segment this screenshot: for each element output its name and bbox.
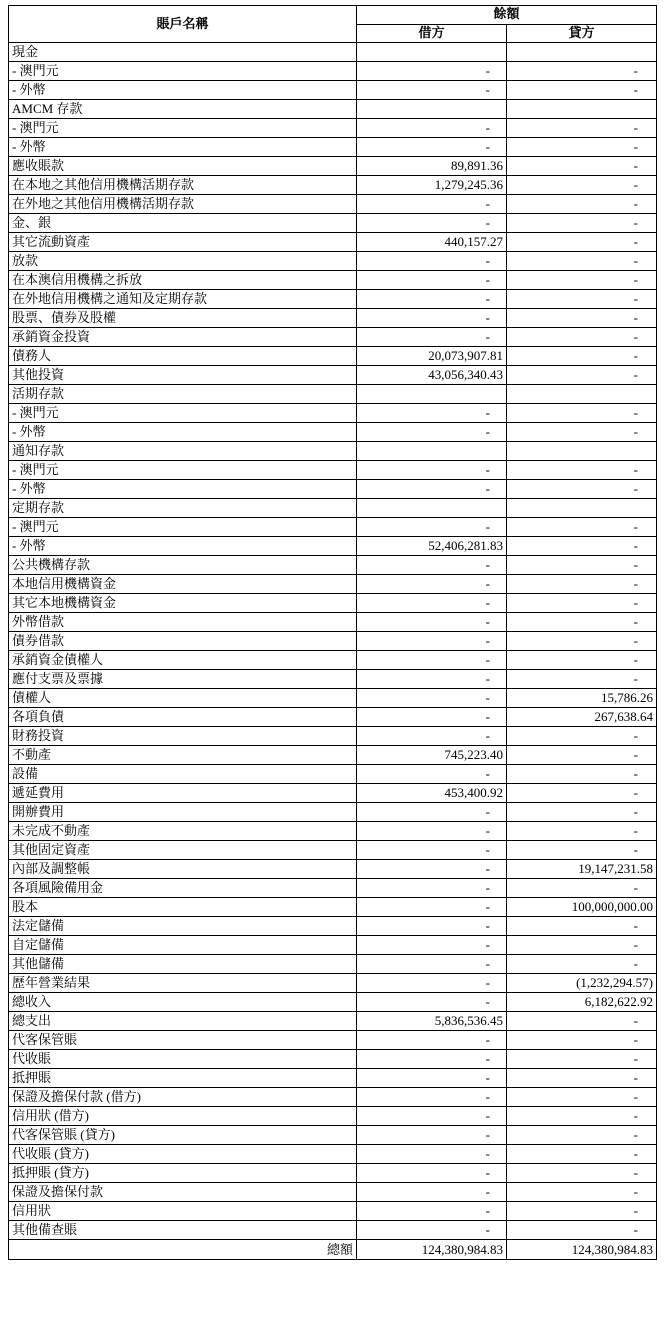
credit-cell: - bbox=[507, 423, 657, 442]
debit-cell: - bbox=[357, 1107, 507, 1126]
account-name-cell: 代客保管賬 bbox=[9, 1031, 357, 1050]
credit-cell: 19,147,231.58 bbox=[507, 860, 657, 879]
account-name-cell: 各項風險備用金 bbox=[9, 879, 357, 898]
account-name-cell: 其他儲備 bbox=[9, 955, 357, 974]
account-name-cell: 設備 bbox=[9, 765, 357, 784]
debit-cell: - bbox=[357, 119, 507, 138]
table-body bbox=[9, 43, 657, 1240]
account-name-cell: 不動產 bbox=[9, 746, 357, 765]
debit-cell: - bbox=[357, 917, 507, 936]
debit-cell: - bbox=[357, 309, 507, 328]
account-name-cell: 歷年營業結果 bbox=[9, 974, 357, 993]
debit-cell: - bbox=[357, 328, 507, 347]
account-name-cell: AMCM 存款 bbox=[9, 100, 357, 119]
credit-cell: - bbox=[507, 290, 657, 309]
table-row bbox=[9, 195, 657, 214]
table-row bbox=[9, 1050, 657, 1069]
balance-sheet bbox=[8, 5, 656, 1260]
table-row bbox=[9, 366, 657, 385]
credit-cell: (1,232,294.57) bbox=[507, 974, 657, 993]
debit-cell: - bbox=[357, 404, 507, 423]
credit-cell: - bbox=[507, 537, 657, 556]
table-row bbox=[9, 119, 657, 138]
debit-cell: - bbox=[357, 1145, 507, 1164]
credit-cell: - bbox=[507, 1202, 657, 1221]
credit-cell: - bbox=[507, 271, 657, 290]
account-name-cell: 本地信用機構資金 bbox=[9, 575, 357, 594]
table-row bbox=[9, 689, 657, 708]
account-name-cell: - 外幣 bbox=[9, 138, 357, 157]
credit-cell: - bbox=[507, 214, 657, 233]
credit-cell: - bbox=[507, 1050, 657, 1069]
credit-cell: - bbox=[507, 822, 657, 841]
credit-cell: 267,638.64 bbox=[507, 708, 657, 727]
credit-cell: - bbox=[507, 366, 657, 385]
credit-cell: 6,182,622.92 bbox=[507, 993, 657, 1012]
table-row bbox=[9, 822, 657, 841]
account-name-cell: 其他備查賬 bbox=[9, 1221, 357, 1240]
table-row bbox=[9, 1126, 657, 1145]
credit-cell: - bbox=[507, 879, 657, 898]
account-name-cell: 總支出 bbox=[9, 1012, 357, 1031]
table-row bbox=[9, 1221, 657, 1240]
account-name-cell: - 外幣 bbox=[9, 537, 357, 556]
table-row bbox=[9, 936, 657, 955]
table-row bbox=[9, 271, 657, 290]
debit-cell: - bbox=[357, 879, 507, 898]
table-row bbox=[9, 860, 657, 879]
credit-cell: - bbox=[507, 955, 657, 974]
table-row bbox=[9, 727, 657, 746]
account-name-cell: 放款 bbox=[9, 252, 357, 271]
debit-cell: - bbox=[357, 556, 507, 575]
table-row bbox=[9, 100, 657, 119]
credit-cell: - bbox=[507, 347, 657, 366]
credit-cell: - bbox=[507, 1164, 657, 1183]
debit-cell: 52,406,281.83 bbox=[357, 537, 507, 556]
credit-cell: - bbox=[507, 651, 657, 670]
credit-cell: - bbox=[507, 1145, 657, 1164]
debit-cell: - bbox=[357, 632, 507, 651]
credit-cell: - bbox=[507, 176, 657, 195]
table-row bbox=[9, 803, 657, 822]
account-name-cell: 各項負債 bbox=[9, 708, 357, 727]
table-row bbox=[9, 974, 657, 993]
debit-cell: - bbox=[357, 290, 507, 309]
debit-cell: - bbox=[357, 1164, 507, 1183]
trial-balance-table bbox=[8, 5, 657, 1260]
debit-cell: - bbox=[357, 480, 507, 499]
credit-cell: - bbox=[507, 252, 657, 271]
table-row bbox=[9, 1069, 657, 1088]
total-debit: 124,380,984.83 bbox=[357, 1240, 507, 1260]
debit-cell: - bbox=[357, 62, 507, 81]
debit-cell bbox=[357, 43, 507, 62]
account-name-cell: 在本澳信用機構之拆放 bbox=[9, 271, 357, 290]
table-row bbox=[9, 556, 657, 575]
credit-cell: - bbox=[507, 1069, 657, 1088]
table-row bbox=[9, 898, 657, 917]
table-row bbox=[9, 480, 657, 499]
account-name-cell: 債務人 bbox=[9, 347, 357, 366]
credit-cell: - bbox=[507, 328, 657, 347]
debit-cell: - bbox=[357, 271, 507, 290]
account-name-cell: 自定儲備 bbox=[9, 936, 357, 955]
credit-cell: 15,786.26 bbox=[507, 689, 657, 708]
debit-cell: - bbox=[357, 423, 507, 442]
debit-cell: - bbox=[357, 936, 507, 955]
total-credit: 124,380,984.83 bbox=[507, 1240, 657, 1260]
debit-cell: 453,400.92 bbox=[357, 784, 507, 803]
account-name-cell: - 外幣 bbox=[9, 423, 357, 442]
credit-cell: - bbox=[507, 803, 657, 822]
account-name-cell: 財務投資 bbox=[9, 727, 357, 746]
debit-cell: - bbox=[357, 613, 507, 632]
credit-cell: - bbox=[507, 841, 657, 860]
account-name-cell: 遞延費用 bbox=[9, 784, 357, 803]
table-row bbox=[9, 176, 657, 195]
debit-cell bbox=[357, 499, 507, 518]
credit-cell bbox=[507, 442, 657, 461]
table-row bbox=[9, 651, 657, 670]
debit-cell: - bbox=[357, 841, 507, 860]
debit-cell: - bbox=[357, 1126, 507, 1145]
debit-cell: 20,073,907.81 bbox=[357, 347, 507, 366]
table-row bbox=[9, 499, 657, 518]
credit-cell: - bbox=[507, 670, 657, 689]
debit-cell: 745,223.40 bbox=[357, 746, 507, 765]
table-row bbox=[9, 955, 657, 974]
credit-cell: - bbox=[507, 138, 657, 157]
credit-cell: - bbox=[507, 1088, 657, 1107]
account-name-cell: 應付支票及票據 bbox=[9, 670, 357, 689]
table-row bbox=[9, 575, 657, 594]
debit-cell: - bbox=[357, 651, 507, 670]
table-row bbox=[9, 594, 657, 613]
account-name-cell: 債券借款 bbox=[9, 632, 357, 651]
account-name-cell: 抵押賬 bbox=[9, 1069, 357, 1088]
credit-cell: - bbox=[507, 594, 657, 613]
debit-cell: - bbox=[357, 708, 507, 727]
table-row bbox=[9, 214, 657, 233]
table-row bbox=[9, 879, 657, 898]
credit-cell: - bbox=[507, 917, 657, 936]
account-name-cell: 在外地信用機構之通知及定期存款 bbox=[9, 290, 357, 309]
table-row bbox=[9, 1012, 657, 1031]
credit-cell: - bbox=[507, 1031, 657, 1050]
credit-cell: - bbox=[507, 936, 657, 955]
account-name-cell: 外幣借款 bbox=[9, 613, 357, 632]
debit-cell bbox=[357, 442, 507, 461]
table-row bbox=[9, 632, 657, 651]
debit-cell: 43,056,340.43 bbox=[357, 366, 507, 385]
debit-cell: - bbox=[357, 1088, 507, 1107]
credit-cell: - bbox=[507, 233, 657, 252]
debit-cell: - bbox=[357, 81, 507, 100]
account-name-cell: - 澳門元 bbox=[9, 461, 357, 480]
table-row bbox=[9, 43, 657, 62]
account-name-cell: 承銷資金投資 bbox=[9, 328, 357, 347]
credit-cell: - bbox=[507, 1126, 657, 1145]
debit-cell: - bbox=[357, 898, 507, 917]
debit-cell: - bbox=[357, 138, 507, 157]
account-name-cell: - 澳門元 bbox=[9, 518, 357, 537]
table-row bbox=[9, 708, 657, 727]
table-row bbox=[9, 252, 657, 271]
account-name-cell: - 外幣 bbox=[9, 81, 357, 100]
credit-cell: - bbox=[507, 81, 657, 100]
account-name-cell: 其它本地機構資金 bbox=[9, 594, 357, 613]
table-row bbox=[9, 537, 657, 556]
table-row bbox=[9, 1145, 657, 1164]
account-name-cell: 其它流動資產 bbox=[9, 233, 357, 252]
credit-cell: - bbox=[507, 727, 657, 746]
table-row bbox=[9, 423, 657, 442]
table-row bbox=[9, 1031, 657, 1050]
account-name-cell: 活期存款 bbox=[9, 385, 357, 404]
account-name-cell: 抵押賬 (貸方) bbox=[9, 1164, 357, 1183]
account-name-cell: - 外幣 bbox=[9, 480, 357, 499]
credit-cell bbox=[507, 43, 657, 62]
table-header bbox=[9, 6, 657, 43]
credit-cell: - bbox=[507, 746, 657, 765]
account-name-cell: 保證及擔保付款 (借方) bbox=[9, 1088, 357, 1107]
credit-cell: - bbox=[507, 1221, 657, 1240]
debit-cell: - bbox=[357, 1069, 507, 1088]
table-row bbox=[9, 746, 657, 765]
debit-cell: - bbox=[357, 1031, 507, 1050]
debit-cell: - bbox=[357, 252, 507, 271]
account-name-cell: 債權人 bbox=[9, 689, 357, 708]
debit-cell: - bbox=[357, 993, 507, 1012]
table-row bbox=[9, 81, 657, 100]
debit-cell bbox=[357, 385, 507, 404]
table-row bbox=[9, 1088, 657, 1107]
debit-cell: - bbox=[357, 955, 507, 974]
debit-cell: 440,157.27 bbox=[357, 233, 507, 252]
credit-cell: - bbox=[507, 1183, 657, 1202]
account-name-cell: - 澳門元 bbox=[9, 119, 357, 138]
table-row bbox=[9, 841, 657, 860]
account-name-cell: 信用狀 (借方) bbox=[9, 1107, 357, 1126]
debit-cell: - bbox=[357, 575, 507, 594]
credit-cell: - bbox=[507, 480, 657, 499]
table-footer bbox=[9, 1240, 657, 1260]
debit-cell: - bbox=[357, 670, 507, 689]
table-row bbox=[9, 613, 657, 632]
account-name-cell: 在本地之其他信用機構活期存款 bbox=[9, 176, 357, 195]
debit-cell: - bbox=[357, 974, 507, 993]
debit-cell: - bbox=[357, 195, 507, 214]
table-row bbox=[9, 442, 657, 461]
credit-cell: - bbox=[507, 575, 657, 594]
account-name-cell: 代收賬 (貸方) bbox=[9, 1145, 357, 1164]
table-row bbox=[9, 1202, 657, 1221]
account-name-cell: 在外地之其他信用機構活期存款 bbox=[9, 195, 357, 214]
table-row bbox=[9, 385, 657, 404]
table-row bbox=[9, 784, 657, 803]
account-name-cell: 信用狀 bbox=[9, 1202, 357, 1221]
account-name-cell: 應收賬款 bbox=[9, 157, 357, 176]
table-row bbox=[9, 993, 657, 1012]
credit-cell: - bbox=[507, 195, 657, 214]
credit-cell: - bbox=[507, 556, 657, 575]
account-name-cell: 公共機構存款 bbox=[9, 556, 357, 575]
table-row bbox=[9, 138, 657, 157]
debit-cell: - bbox=[357, 594, 507, 613]
account-name-cell: 其他投資 bbox=[9, 366, 357, 385]
credit-cell: - bbox=[507, 632, 657, 651]
table-row bbox=[9, 347, 657, 366]
credit-cell: - bbox=[507, 518, 657, 537]
debit-header: 借方 bbox=[357, 24, 507, 43]
debit-cell: - bbox=[357, 860, 507, 879]
debit-cell: 5,836,536.45 bbox=[357, 1012, 507, 1031]
table-row bbox=[9, 233, 657, 252]
credit-cell bbox=[507, 100, 657, 119]
balance-header: 餘額 bbox=[357, 6, 657, 25]
debit-cell: - bbox=[357, 1050, 507, 1069]
table-row bbox=[9, 328, 657, 347]
credit-cell: 100,000,000.00 bbox=[507, 898, 657, 917]
debit-cell: - bbox=[357, 822, 507, 841]
debit-cell bbox=[357, 100, 507, 119]
debit-cell: - bbox=[357, 765, 507, 784]
account-name-cell: 股票、債券及股權 bbox=[9, 309, 357, 328]
debit-cell: - bbox=[357, 461, 507, 480]
account-name-cell: - 澳門元 bbox=[9, 404, 357, 423]
table-row bbox=[9, 157, 657, 176]
account-name-cell: 定期存款 bbox=[9, 499, 357, 518]
credit-cell: - bbox=[507, 1107, 657, 1126]
account-name-header: 賬戶名稱 bbox=[9, 6, 357, 43]
table-row bbox=[9, 290, 657, 309]
credit-cell: - bbox=[507, 157, 657, 176]
table-row bbox=[9, 1164, 657, 1183]
credit-cell: - bbox=[507, 62, 657, 81]
total-row bbox=[9, 1240, 657, 1260]
account-name-cell: 代客保管賬 (貸方) bbox=[9, 1126, 357, 1145]
credit-cell bbox=[507, 385, 657, 404]
debit-cell: - bbox=[357, 689, 507, 708]
table-row bbox=[9, 518, 657, 537]
table-row bbox=[9, 404, 657, 423]
credit-cell: - bbox=[507, 765, 657, 784]
account-name-cell: 現金 bbox=[9, 43, 357, 62]
credit-cell: - bbox=[507, 119, 657, 138]
table-row bbox=[9, 1107, 657, 1126]
account-name-cell: 總收入 bbox=[9, 993, 357, 1012]
account-name-cell: 開辦費用 bbox=[9, 803, 357, 822]
credit-cell: - bbox=[507, 461, 657, 480]
credit-cell: - bbox=[507, 309, 657, 328]
debit-cell: - bbox=[357, 727, 507, 746]
table-row bbox=[9, 670, 657, 689]
table-row bbox=[9, 765, 657, 784]
debit-cell: - bbox=[357, 214, 507, 233]
debit-cell: - bbox=[357, 1221, 507, 1240]
account-name-cell: 未完成不動產 bbox=[9, 822, 357, 841]
total-label: 總額 bbox=[9, 1240, 357, 1260]
credit-cell: - bbox=[507, 784, 657, 803]
account-name-cell: - 澳門元 bbox=[9, 62, 357, 81]
table-row bbox=[9, 309, 657, 328]
account-name-cell: 股本 bbox=[9, 898, 357, 917]
account-name-cell: 代收賬 bbox=[9, 1050, 357, 1069]
debit-cell: - bbox=[357, 803, 507, 822]
credit-header: 貸方 bbox=[507, 24, 657, 43]
debit-cell: 89,891.36 bbox=[357, 157, 507, 176]
debit-cell: - bbox=[357, 1183, 507, 1202]
account-name-cell: 內部及調整帳 bbox=[9, 860, 357, 879]
table-row bbox=[9, 461, 657, 480]
debit-cell: - bbox=[357, 518, 507, 537]
table-row bbox=[9, 1183, 657, 1202]
account-name-cell: 通知存款 bbox=[9, 442, 357, 461]
table-row bbox=[9, 917, 657, 936]
account-name-cell: 保證及擔保付款 bbox=[9, 1183, 357, 1202]
credit-cell: - bbox=[507, 404, 657, 423]
account-name-cell: 金、銀 bbox=[9, 214, 357, 233]
account-name-cell: 承銷資金債權人 bbox=[9, 651, 357, 670]
table-row bbox=[9, 62, 657, 81]
account-name-cell: 法定儲備 bbox=[9, 917, 357, 936]
account-name-cell: 其他固定資產 bbox=[9, 841, 357, 860]
debit-cell: 1,279,245.36 bbox=[357, 176, 507, 195]
credit-cell bbox=[507, 499, 657, 518]
credit-cell: - bbox=[507, 1012, 657, 1031]
debit-cell: - bbox=[357, 1202, 507, 1221]
credit-cell: - bbox=[507, 613, 657, 632]
